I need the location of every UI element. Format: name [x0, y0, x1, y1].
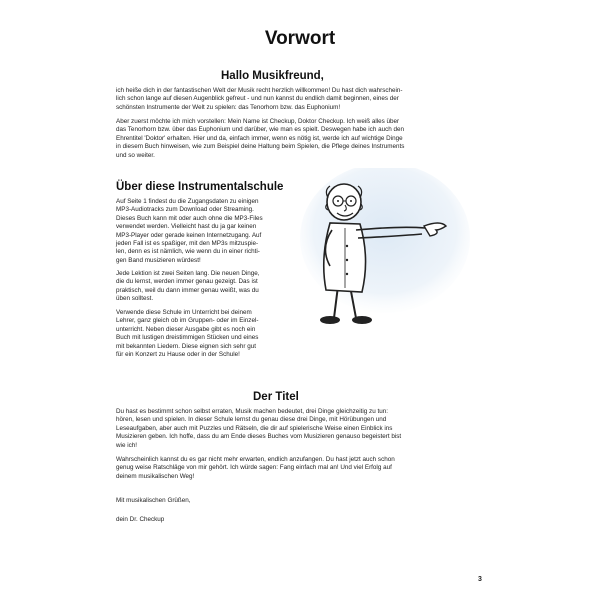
text-line: Jede Lektion ist zwei Seiten lang. Die neuen Dinge,: [116, 270, 260, 277]
text-line: das Tenorhorn bzw. über das Euphonium und darüber, wie man es spielt. Deswegen habe ich auch den: [116, 126, 404, 134]
text-line: deinem musikalischen Weg!: [116, 472, 195, 480]
titel-paragraph-2: [116, 456, 395, 481]
text-line: Leseaufgaben, aber auch mit Puzzles und Rätseln, die dir auf spielerische Weise einen Einblick ins: [116, 424, 393, 432]
text-line: Aber zuerst möchte ich mich vorstellen: Mein Name ist Checkup, Doktor Checkup. Ich weiß alles über: [116, 118, 400, 125]
greeting-paragraph-2: [116, 118, 404, 160]
text-line: gen Band musizieren würdest!: [116, 256, 201, 264]
signature-line: [116, 516, 164, 524]
school-paragraph-3: [116, 309, 258, 359]
text-line: für ein Konzert zu Hause oder in der Schule!: [116, 351, 240, 359]
text-line: unterricht. Neben dieser Ausgabe gibt es noch ein: [116, 325, 256, 333]
text-line: Lehrer, ganz gleich ob im Gruppen- oder im Einzel-: [116, 317, 259, 325]
text-line: Verwende diese Schule im Unterricht bei deinem: [116, 309, 252, 316]
text-line: schönsten Instrumente der Welt zu spielen: das Tenorhorn bzw. das Euphonium!: [116, 103, 341, 111]
text-line: jeden Fall ist es spaßiger, mit den MP3s mitzuspie-: [116, 240, 259, 248]
text-line: Musizieren geben. Ich hoffe, dass du am Ende dieses Buches vom Musizieren genauso begeistert bist: [116, 433, 402, 441]
text-line: hören, lesen und spielen. In dieser Schule lernst du genau diese drei Dinge, mit Hörübungen und: [116, 416, 387, 424]
text-line: genug weise Ratschläge von mir gehört. Ich würde sagen: Fang einfach mal an! Und viel Erfolg auf: [116, 464, 392, 472]
greeting-heading: Hallo Musikfreund,: [221, 70, 324, 82]
text-line: MP3-Audiotracks zum Download oder Streaming.: [116, 206, 254, 214]
text-line: üben solltest.: [116, 295, 154, 303]
school-heading: Über diese Instrumentalschule: [116, 181, 284, 193]
text-line: Buch mit lustigen dreistimmigen Stücken und eines: [116, 334, 259, 342]
text-line: ich heiße dich in der fantastischen Welt der Musik recht herzlich willkommen! Du hast dich wahrschein-: [116, 87, 403, 94]
text-line: Wahrscheinlich kannst du es gar nicht mehr erwarten, endlich anzufangen. Du hast jetzt auch schon: [116, 456, 395, 463]
closing-line: [116, 497, 191, 505]
text-line: praktisch, weil du dann immer genau weißt, was du: [116, 286, 259, 294]
text-line: lich schon lange auf diesen Augenblick gefreut - und nun kannst du endlich damit beginnen, eines der: [116, 95, 399, 103]
text-line: len, denn es ist nämlich, wie wenn du in einer richti-: [116, 248, 260, 256]
text-line: Dieses Buch kann mit oder auch ohne die MP3-Files: [116, 214, 263, 222]
page-number: 3: [478, 576, 482, 583]
school-paragraph-1: [116, 198, 263, 265]
page-title: Vorwort: [264, 28, 336, 49]
school-paragraph-2: [116, 270, 260, 304]
greeting-paragraph-1: [116, 87, 403, 112]
text-line: die du lernst, werden immer genau gezeigt. Das ist: [116, 278, 258, 286]
doctor-illustration: [290, 168, 470, 328]
text-line: dein Dr. Checkup: [116, 516, 165, 523]
text-line: mit bekannten Liedern. Diese eignen sich sehr gut: [116, 342, 257, 350]
text-line: Du hast es bestimmt schon selbst erraten, Musik machen bedeutet, drei Dinge gleichzeitig zu tun:: [116, 408, 388, 415]
text-line: verwendet werden. Vielleicht hast du ja gar keinen: [116, 223, 257, 231]
titel-paragraph-1: [116, 408, 401, 450]
text-line: Ehrentitel 'Doktor' erhalten. Hier und da, einfach immer, wenn es nötig ist, werde ich auf wichtige Dinge: [116, 134, 403, 142]
text-line: Auf Seite 1 findest du die Zugangsdaten zu einigen: [116, 198, 259, 205]
text-line: in diesem Buch hinweisen, wie zum Beispiel deine Haltung beim Spielen, die Pflege deines Instruments: [116, 143, 405, 151]
titel-heading: Der Titel: [253, 391, 299, 403]
text-line: wie ich!: [116, 441, 137, 449]
text-line: MP3-Player oder gerade keinen Internetzugang. Auf: [116, 231, 262, 239]
text-line: Mit musikalischen Grüßen,: [116, 497, 191, 504]
text-line: und so weiter.: [116, 151, 155, 159]
